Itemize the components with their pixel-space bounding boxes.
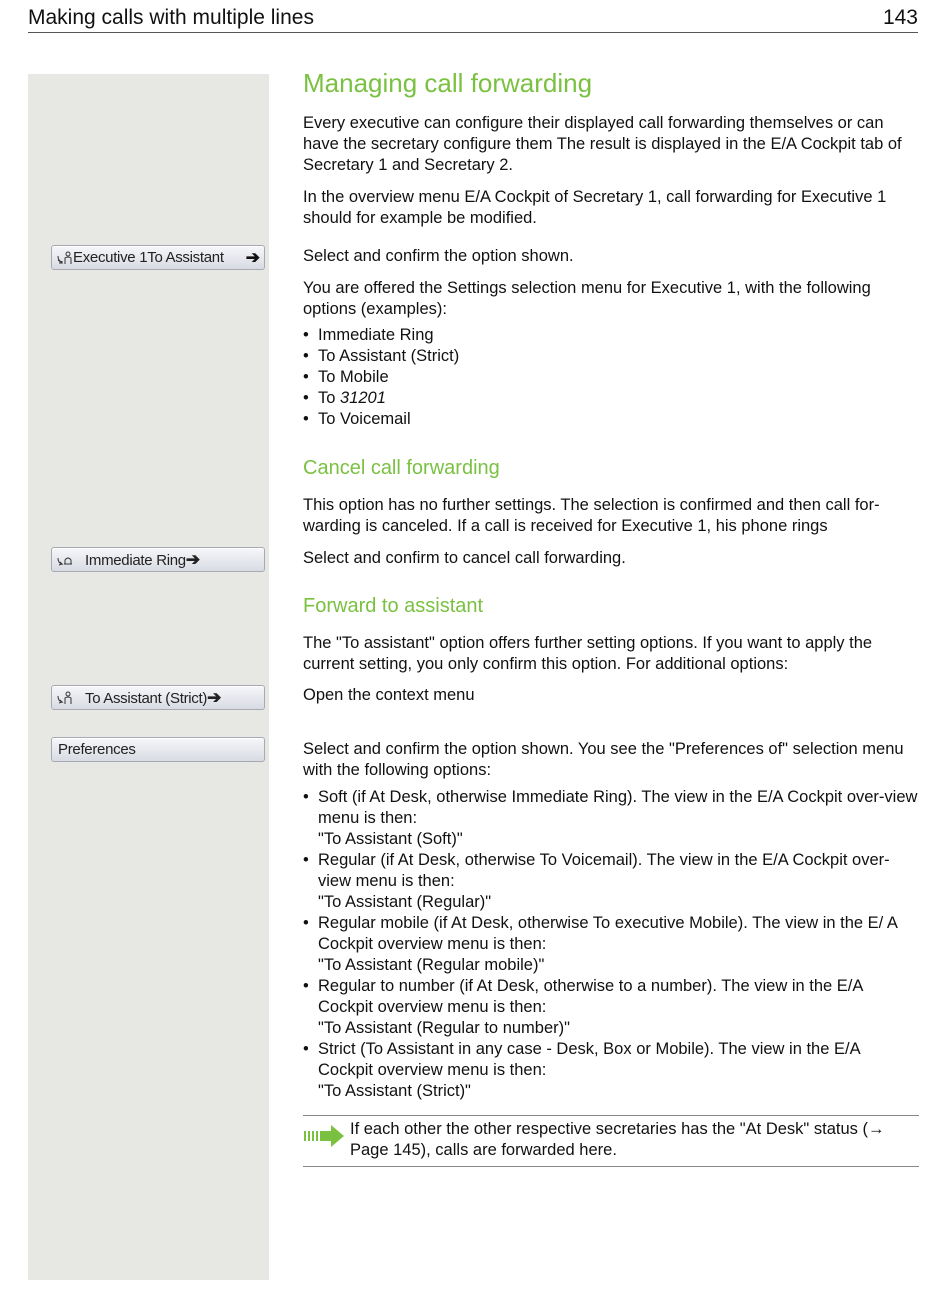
to-assistant-strict-button[interactable] [51,685,265,710]
list-item [303,1039,919,1102]
cancel-action [303,548,919,569]
executive-to-assistant-button[interactable] [51,245,265,270]
step1-select [303,246,919,267]
cancel-paragraph [303,495,919,537]
option-result: "To Assistant (Regular)" [318,893,492,911]
list-item: • To Mobile [303,367,919,388]
option-to-prefix: To [318,389,341,407]
intro-paragraph [303,113,919,176]
list-item [303,388,919,409]
forward-text: The "To assistant" option offers further setting options. If you want to apply the current setting, you only confirm this option. For additional options: [303,634,873,673]
list-item [303,913,919,976]
cancel-text: This option has no further settings. The selection is confirmed and then call for-warding is canceled. If a call is received for Executive 1, his phone rings [303,496,880,535]
note-text: If each other the other respective secretaries has the "At Desk" status (→ Page 145), calls are forwarded here. [350,1120,885,1159]
step1-offered-text: You are offered the Settings selection menu for Executive 1, with the following options (examples): [303,279,871,318]
arrow-right-icon: ➔ [207,688,222,707]
forward-heading: Forward to assistant [303,595,484,617]
list-item: • To Assistant (Strict) [303,346,919,367]
intro2-text: In the overview menu E/A Cockpit of Secretary 1, call forwarding for Executive 1 should for example be modified. [303,188,887,227]
settings-options-list [303,325,919,430]
forward-select [303,739,919,1102]
header-title: Making calls with multiple lines [28,6,314,29]
immediate-ring-button[interactable] [51,547,265,572]
preferences-label: Preferences [58,741,136,758]
step1-offered [303,278,919,430]
list-item: • Immediate Ring [303,325,919,346]
preferences-options-list [303,787,919,1102]
forward-person-icon [57,691,73,705]
list-item: • To Voicemail [303,409,919,430]
step1-select-text: Select and confirm the option shown. [303,247,574,265]
section-heading: Managing call forwarding [303,68,593,98]
option-to-number: 31201 [340,389,386,407]
list-item [303,976,919,1039]
forward-person-icon [57,251,73,265]
arrow-right-icon: ➔ [185,550,200,569]
list-item [303,787,919,850]
immediate-ring-text: Immediate Ring [85,552,186,569]
forward-bell-icon [57,553,73,567]
option-text: Regular mobile (if At Desk, otherwise To executive Mobile). The view in the E/ A Cockpit overview menu is then: [318,914,897,953]
forward-paragraph [303,633,919,675]
page-number: 143 [882,6,918,29]
option-text: Strict (To Assistant in any case - Desk, Box or Mobile). The view in the E/A Cockpit overview menu is then: [318,1040,860,1079]
cancel-heading: Cancel call forwarding [303,457,500,479]
page-header [28,4,918,33]
list-item [303,850,919,913]
forward-select-text: Select and confirm the option shown. You see the "Preferences of" selection menu with the following options: [303,740,904,779]
option-text: Soft (if At Desk, otherwise Immediate Ring). The view in the E/A Cockpit over-view menu is then: [318,788,918,827]
to-assistant-strict-label [85,686,221,710]
option-result: "To Assistant (Regular to number)" [318,1019,570,1037]
cancel-action-text: Select and confirm to cancel call forwarding. [303,549,626,567]
note-box [303,1115,919,1167]
immediate-ring-label [85,548,200,572]
forward-open [303,685,919,706]
intro2-paragraph [303,187,919,229]
preferences-button[interactable] [51,737,265,762]
option-result: "To Assistant (Regular mobile)" [318,956,545,974]
executive-to-assistant-label: Executive 1To Assistant [73,249,224,266]
forward-open-text: Open the context menu [303,686,475,704]
to-assistant-strict-text: To Assistant (Strict) [85,690,208,707]
intro-text: Every executive can configure their displayed call forwarding themselves or can have the secretary configure them The result is displayed in the E/A Cockpit tab of Secretary 1 and Secretary 2. [303,114,902,174]
option-text: Regular to number (if At Desk, otherwise to a number). The view in the E/A Cockpit overview menu is then: [318,977,863,1016]
option-result: "To Assistant (Soft)" [318,830,463,848]
note-arrow-icon [303,1123,345,1149]
option-text: Regular (if At Desk, otherwise To Voicemail). The view in the E/A Cockpit over-view menu is then: [318,851,890,890]
arrow-right-icon: ➔ [245,248,260,267]
option-result: "To Assistant (Strict)" [318,1082,471,1100]
